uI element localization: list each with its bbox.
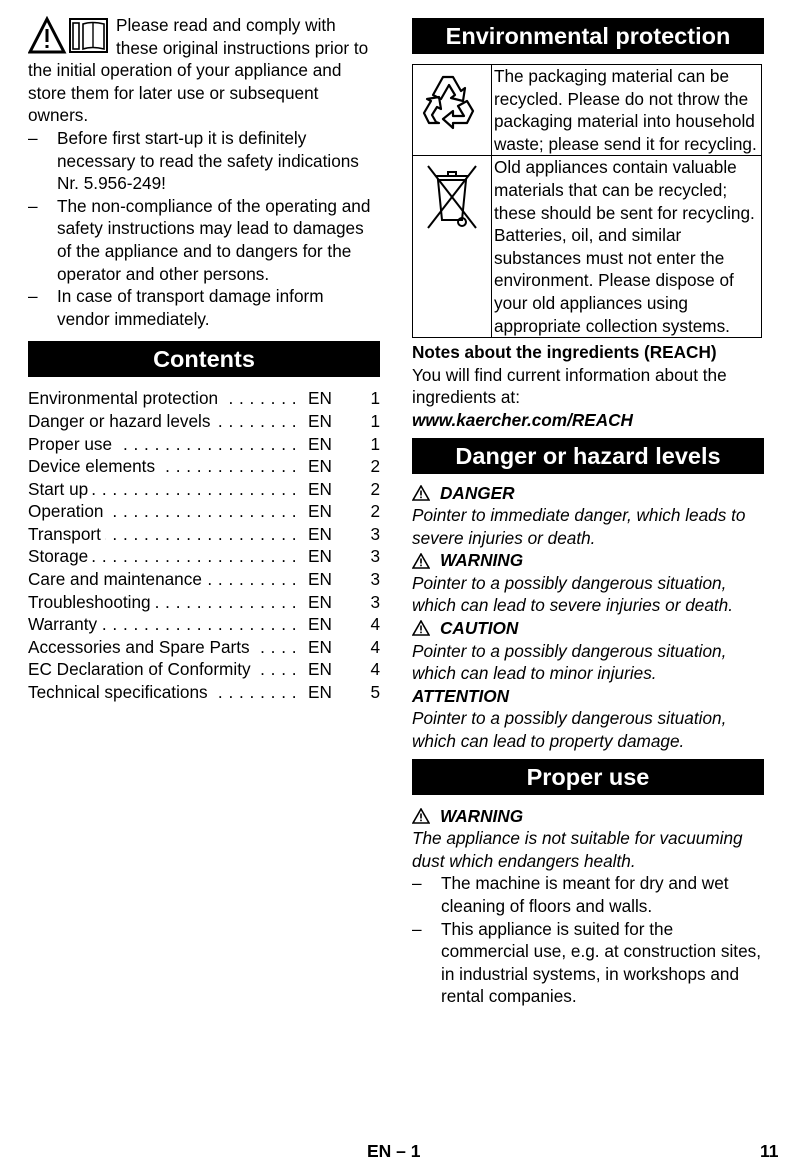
reach-title: Notes about the ingredients (REACH) [412,342,717,363]
toc-entry[interactable]: Storage . . . EN 3 [28,545,380,568]
crossed-out-bin-icon [422,158,482,236]
left-column [28,14,380,704]
intro-text: Please read and comply with these original instructions prior to the initial operation of your appliance and store them for later use or subsequent owners. [28,15,369,126]
warning-triangle-icon [412,485,430,501]
list-item: – In case of transport damage inform vendor immediately. [28,285,380,330]
footer-section-code: EN – 1 [367,1141,421,1161]
reach-text: You will find current information about the ingredients at: [412,364,727,408]
warning-triangle-icon [412,808,430,824]
warning-triangle-icon [30,19,64,52]
right-column [412,18,764,1008]
table-of-contents [28,387,380,703]
proper-use-bullet-list [412,872,764,1008]
intro-bullet-list [28,127,380,330]
contents-heading: Contents [28,341,380,377]
list-item: – This appliance is suited for the commercial use, e.g. at construction sites, in industrial systems, in workshops and rental companies. [412,918,764,1008]
warning-triangle-icon [412,553,430,569]
table-row [413,65,762,156]
warning-label: WARNING [440,550,524,571]
environment-table [412,64,762,338]
environmental-protection-heading: Environmental protection [412,18,764,54]
recycling-text: The packaging material can be recycled. Please do not throw the packaging material into household waste; please send it for recycling. [492,65,762,156]
proper-use-warning-label: WARNING [440,805,524,826]
list-item: – The machine is meant for dry and wet cleaning of floors and walls. [412,872,764,917]
toc-entry[interactable]: Accessories and Spare Parts . . . EN 4 [28,636,380,659]
caution-text: Pointer to a possibly dangerous situation, which can lead to minor injuries. [412,640,727,684]
intro-section [28,14,380,330]
footer-page-number: 11 [760,1141,779,1161]
toc-entry[interactable]: Warranty . . . EN 4 [28,613,380,636]
toc-entry[interactable]: Transport . . . EN 3 [28,523,380,546]
toc-entry[interactable]: Device elements . . . EN 2 [28,455,380,478]
proper-use-section [412,805,764,1008]
toc-entry[interactable]: Troubleshooting . . . EN 3 [28,591,380,614]
warning-triangle-icon [412,620,430,636]
old-appliances-text: Old appliances contain valuable materials that can be recycled; these should be sent for recycling. Batteries, oil, and similar substances must not enter the environment. Please dispose of your old appliances using appropriate collection systems. [492,156,762,338]
read-manual-book-icon [70,19,107,52]
table-row [413,156,762,338]
proper-use-heading: Proper use [412,759,764,795]
caution-label: CAUTION [440,618,519,639]
proper-use-warning-text: The appliance is not suitable for vacuuming dust which endangers health. [412,828,743,871]
recycling-icon [417,67,487,137]
danger-label: DANGER [440,482,515,503]
warning-text: Pointer to a possibly dangerous situation, which can lead to severe injuries or death. [412,572,734,616]
list-item: – Before first start-up it is definitely necessary to read the safety indications Nr. 5.956-249! [28,127,380,195]
reach-url-link[interactable]: www.kaercher.com/REACH [412,409,633,430]
toc-entry[interactable]: Proper use . . . EN 1 [28,433,380,456]
toc-entry[interactable]: EC Declaration of Conformity . . . EN 4 [28,658,380,681]
toc-entry[interactable]: Operation . . . EN 2 [28,500,380,523]
toc-entry[interactable]: Environmental protection . . . EN 1 [28,387,380,410]
list-item: – The non-compliance of the operating and safety instructions may lead to damages of the appliance and to dangers for the operator and other persons. [28,195,380,285]
hazard-levels [412,482,764,753]
toc-entry[interactable]: Danger or hazard levels . . . EN 1 [28,410,380,433]
toc-entry[interactable]: Care and maintenance . . . EN 3 [28,568,380,591]
danger-text: Pointer to immediate danger, which leads to severe injuries or death. [412,505,746,548]
attention-text: Pointer to a possibly dangerous situation, which can lead to property damage. [412,708,727,752]
attention-label: ATTENTION [412,685,510,706]
toc-entry[interactable]: Technical specifications . . . EN 5 [28,681,380,704]
warning-and-manual-icon [28,16,112,56]
toc-entry[interactable]: Start up . . . EN 2 [28,478,380,501]
danger-hazard-levels-heading: Danger or hazard levels [412,438,764,474]
